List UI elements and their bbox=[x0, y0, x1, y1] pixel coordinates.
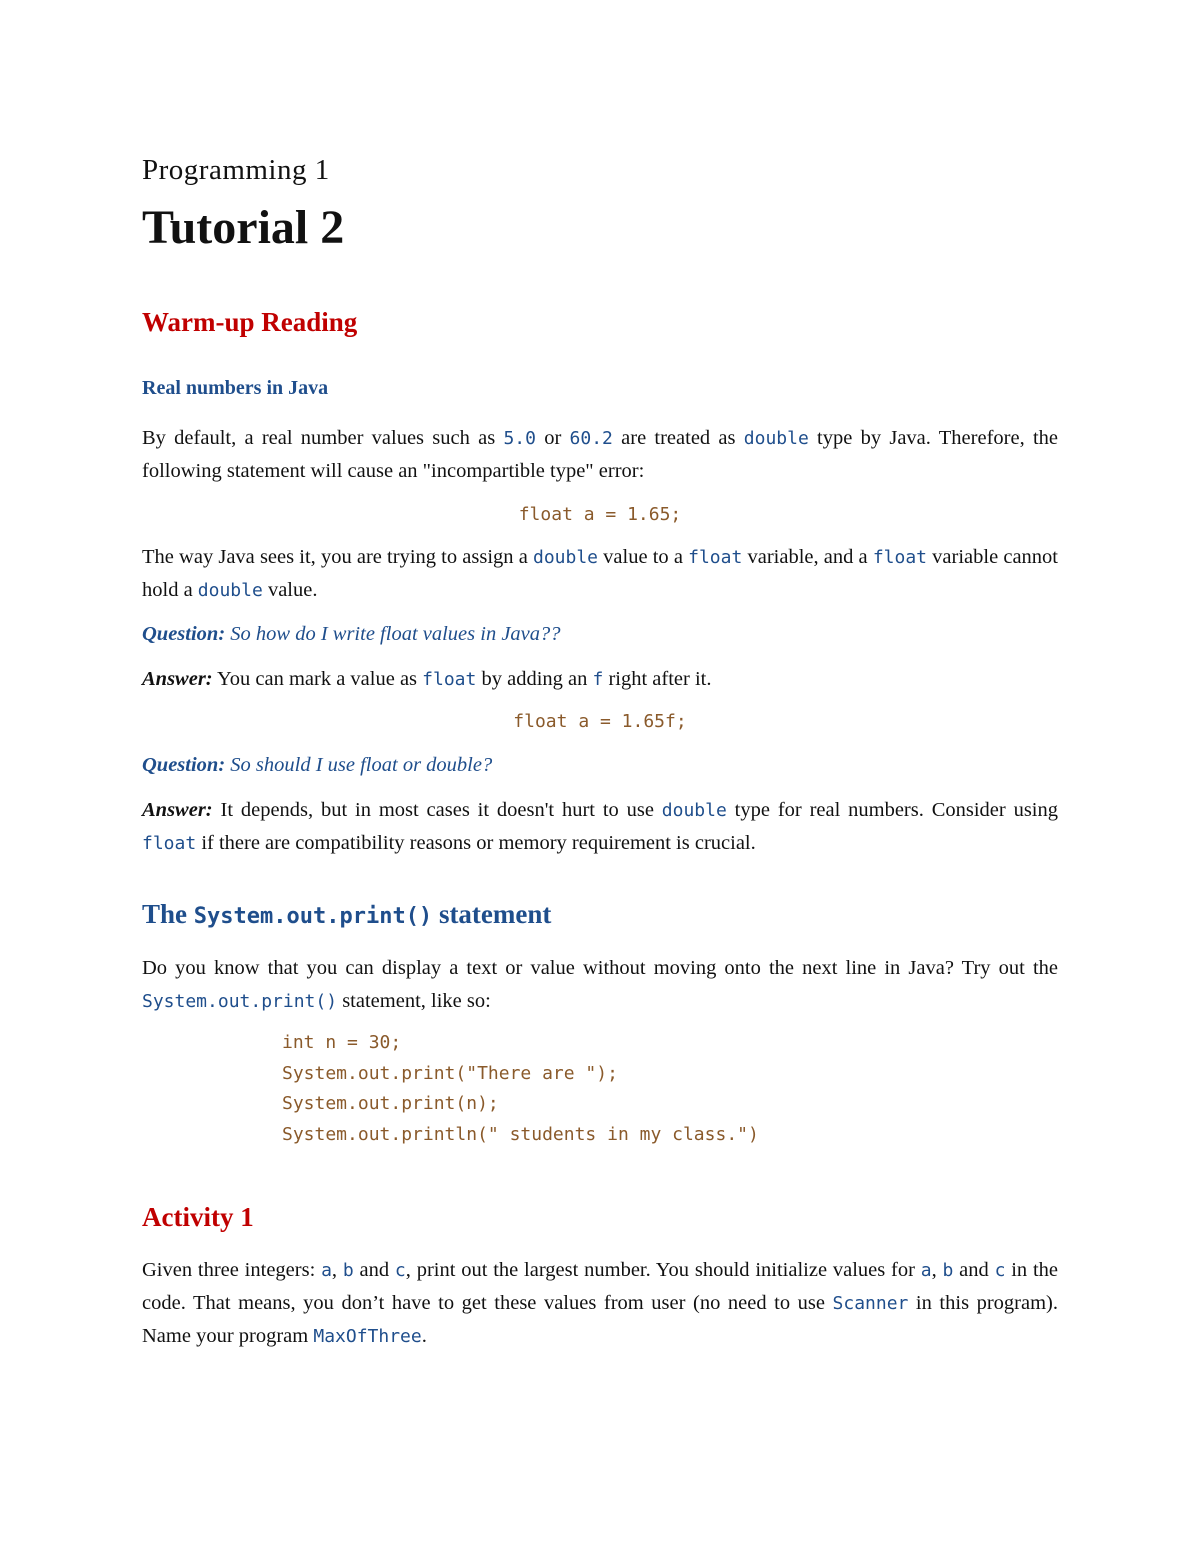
text-run: in the code. That means, you don’t have to get these values from user (no need to use bbox=[142, 1259, 1059, 1314]
code-example-float: float a = 1.65; bbox=[518, 504, 682, 525]
warmup-heading: Warm-up Reading bbox=[142, 307, 358, 337]
real-numbers-paragraph bbox=[142, 422, 1058, 488]
code-line: System.out.println(" students in my class.") bbox=[282, 1123, 759, 1145]
code-keyword: float bbox=[872, 547, 927, 568]
code-class-name: MaxOfThree bbox=[313, 1326, 422, 1347]
code-block bbox=[282, 1028, 759, 1150]
code-keyword: double bbox=[743, 428, 809, 449]
heading-text: statement bbox=[432, 899, 552, 929]
type-mismatch-paragraph bbox=[142, 541, 1058, 607]
heading-text: The bbox=[142, 899, 194, 929]
text-run: , bbox=[331, 1259, 343, 1281]
text-run: and bbox=[953, 1259, 995, 1281]
code-line: System.out.print(n); bbox=[282, 1093, 499, 1114]
answer-label: Answer: bbox=[142, 799, 213, 821]
code-keyword: double bbox=[532, 547, 599, 568]
activity-1-paragraph bbox=[142, 1254, 1058, 1353]
code-literal: 5.0 bbox=[503, 428, 536, 449]
text-run: type by Java. Therefore, the following statement will cause an "incompartible type" error: bbox=[142, 427, 1058, 482]
real-numbers-subheading: Real numbers in Java bbox=[142, 377, 329, 399]
question-label: Question: bbox=[142, 623, 226, 645]
course-name: Programming 1 bbox=[142, 154, 330, 186]
text-run: or bbox=[535, 427, 570, 449]
text-run: statement, like so: bbox=[337, 990, 491, 1012]
question-2 bbox=[142, 749, 1058, 782]
activity-1-heading: Activity 1 bbox=[142, 1202, 254, 1232]
code-keyword: float bbox=[688, 547, 743, 568]
text-run: By default, a real number values such as bbox=[142, 427, 504, 449]
text-run: type for real numbers. Consider using bbox=[726, 799, 1058, 821]
text-run: value to a bbox=[598, 546, 689, 568]
code-variable: c bbox=[394, 1260, 406, 1281]
code-line: System.out.print("There are "); bbox=[282, 1062, 618, 1084]
code-keyword: float bbox=[422, 669, 477, 690]
text-run: You can mark a value as bbox=[212, 668, 423, 690]
text-run: The way Java sees it, you are trying to assign a bbox=[142, 546, 533, 568]
code-line: int n = 30; bbox=[282, 1032, 402, 1053]
print-statement-paragraph bbox=[142, 952, 1058, 1018]
document-page bbox=[142, 150, 1059, 1347]
code-variable: b bbox=[342, 1260, 354, 1281]
answer-label: Answer: bbox=[142, 668, 213, 690]
question-1 bbox=[142, 618, 1058, 651]
page-title: Tutorial 2 bbox=[142, 201, 345, 254]
code-literal: 60.2 bbox=[569, 428, 613, 449]
text-run: , print out the largest number. You should initialize values for bbox=[405, 1259, 921, 1281]
question-label: Question: bbox=[142, 754, 226, 776]
answer-1 bbox=[142, 663, 1058, 696]
code-class-name: Scanner bbox=[832, 1293, 909, 1314]
code-keyword: double bbox=[661, 800, 727, 821]
text-run: Do you know that you can display a text or value without moving onto the next line in Java? Try out the bbox=[142, 957, 1058, 979]
code-keyword: System.out.print() bbox=[142, 991, 338, 1012]
print-statement-heading bbox=[142, 896, 551, 935]
text-run: in this program). Name your program bbox=[142, 1292, 1058, 1347]
text-run: by adding an bbox=[476, 668, 593, 690]
text-run: value. bbox=[262, 579, 318, 601]
text-run: , bbox=[931, 1259, 943, 1281]
text-run: are treated as bbox=[612, 427, 744, 449]
code-variable: b bbox=[942, 1260, 954, 1281]
code-keyword: float bbox=[142, 833, 197, 854]
text-run: variable cannot hold a bbox=[142, 546, 1058, 601]
code-variable: c bbox=[994, 1260, 1006, 1281]
code-example-float-suffix: float a = 1.65f; bbox=[513, 711, 687, 732]
code-literal: f bbox=[592, 669, 604, 690]
text-run: . bbox=[421, 1325, 427, 1347]
question-text: So how do I write float values in Java?? bbox=[225, 623, 561, 645]
text-run: It depends, but in most cases it doesn't hurt to use bbox=[212, 799, 662, 821]
text-run: if there are compatibility reasons or memory requirement is crucial. bbox=[196, 832, 756, 854]
code-variable: a bbox=[920, 1260, 932, 1281]
code-keyword: double bbox=[197, 580, 263, 601]
code-variable: a bbox=[321, 1260, 332, 1281]
text-run: variable, and a bbox=[742, 546, 873, 568]
question-text: So should I use float or double? bbox=[225, 754, 493, 776]
text-run: and bbox=[353, 1259, 395, 1281]
answer-2 bbox=[142, 794, 1058, 860]
text-run: right after it. bbox=[603, 668, 712, 690]
heading-code: System.out.print() bbox=[193, 904, 433, 929]
text-run: Given three integers: bbox=[142, 1259, 322, 1281]
